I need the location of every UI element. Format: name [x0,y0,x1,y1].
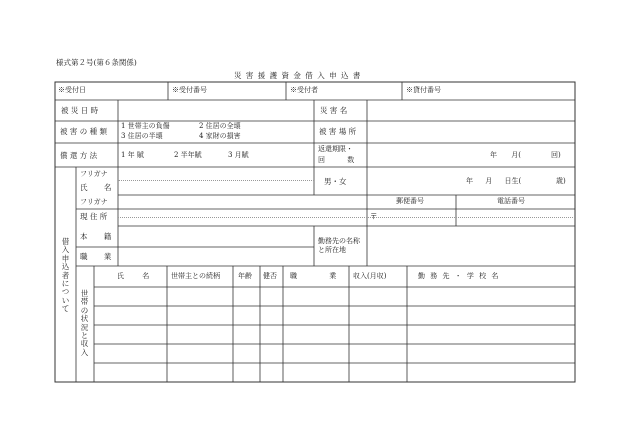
address-furigana-label: フリガナ [80,198,108,206]
damage-option-2: 2 住居の全壊 [199,122,241,130]
damage-option-4: 4 家財の損害 [199,132,241,140]
household-col-workplace: 勤 務 先 ・ 学 校 名 [418,272,500,280]
receipt-date-label: ※受付日 [58,86,86,94]
household-col-relation: 世帯主との続柄 [171,272,220,280]
repayment-year-month: 年 月( [490,151,521,159]
applicant-sex: 男・女 [324,177,347,186]
repayment-method-label: 償 還 方 法 [60,151,98,160]
applicant-furigana-label: フリガナ [80,170,108,178]
applicant-birth-label: 年 月 日生( [466,177,522,185]
domicile-label: 本 籍 [80,232,112,241]
repayment-option-monthly: 3 月賦 [228,151,249,159]
disaster-date-label: 被 災 日 時 [61,106,99,115]
receiver-label: ※受付者 [290,86,318,94]
household-col-income: 収入(月収) [353,272,387,280]
repayment-option-annual: 1 年 賦 [121,151,144,159]
repayment-period-label: 返還期限・ [318,145,353,153]
household-section-label: 世帯の状況と収入 [80,289,89,357]
receipt-number-label: ※受付番号 [172,86,207,94]
damage-option-1: 1 世帯主の負傷 [121,122,170,130]
household-col-age: 年齢 [238,272,252,280]
household-col-health: 健否 [263,272,277,280]
household-col-name: 氏 名 [117,272,150,280]
address-label: 現 住 所 [80,212,108,221]
phone-number-label: 電話番号 [497,197,525,205]
damage-option-3: 3 住居の半壊 [121,132,163,140]
form-title: 災 害 援 護 資 金 借 入 申 込 書 [234,71,362,80]
applicant-section-label: 借入申込者について [61,237,70,314]
applicant-age-suffix: 歳) [556,177,566,185]
disaster-name-label: 災 害 名 [320,106,348,115]
repayment-times: 回) [551,151,561,159]
damage-type-label: 被 害 の 種 類 [60,127,108,136]
repayment-option-semiannual: 2 半年賦 [174,151,202,159]
furigana-divider [118,180,314,181]
repayment-count-label: 回 数 [318,156,365,164]
applicant-name-label: 氏 名 [80,183,112,192]
form-number: 様式第２号(第６条関係) [56,58,137,67]
occupation-label: 職 業 [80,252,112,261]
furigana-address-divider [118,217,575,218]
loan-number-label: ※貸付番号 [406,86,441,94]
damage-place-label: 被 害 場 所 [319,127,357,136]
workplace-label: 勤務先の名称と所在地 [318,237,360,255]
household-col-occupation: 職 業 [290,272,337,280]
postal-mark: 〒 [370,212,378,221]
postal-code-label: 郵便番号 [396,197,424,205]
